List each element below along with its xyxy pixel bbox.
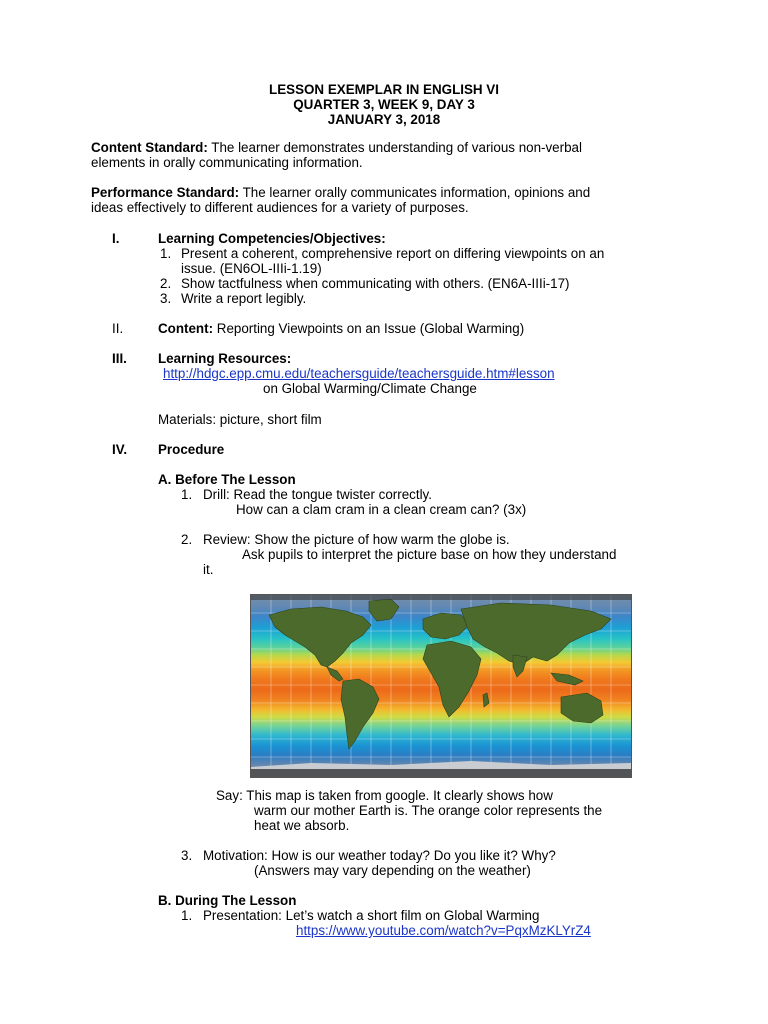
south-america-shape bbox=[341, 679, 379, 749]
section-1-title: Learning Competencies/Objectives: bbox=[158, 231, 386, 246]
lesson-title: LESSON EXEMPLAR IN ENGLISH VI bbox=[269, 82, 499, 97]
section-1-numeral: I. bbox=[112, 231, 120, 246]
greenland-shape bbox=[369, 599, 399, 621]
lesson-date: JANUARY 3, 2018 bbox=[327, 112, 441, 127]
global-temperature-map bbox=[250, 594, 632, 778]
review-line2: Ask pupils to interpret the picture base on how they understand bbox=[242, 547, 617, 562]
section-4-numeral: IV. bbox=[112, 442, 128, 457]
performance-standard-line2: ideas effectively to different audiences for a variety of purposes. bbox=[91, 200, 469, 215]
section-3-numeral: III. bbox=[112, 351, 127, 366]
youtube-link[interactable] bbox=[296, 923, 591, 939]
objective-1-num: 1. bbox=[160, 246, 172, 261]
drill-tongue-twister: How can a clam cram in a clean cream can? (3x) bbox=[236, 502, 527, 517]
objective-2-text: Show tactfulness when communicating with others. (EN6A-IIIi-17) bbox=[181, 276, 570, 291]
southeast-asia-islands-shape bbox=[551, 673, 583, 685]
map-top-bar bbox=[251, 595, 631, 600]
presentation-num: 1. bbox=[181, 908, 193, 923]
section-2-numeral: II. bbox=[112, 321, 124, 336]
presentation-line bbox=[203, 908, 539, 924]
content-standard-line2: elements in orally communicating information. bbox=[91, 155, 363, 170]
motivation-line1: Motivation: How is our weather today? Do you like it? Why? bbox=[203, 848, 556, 863]
objective-1-line2: issue. (EN6OL-IIIi-1.19) bbox=[181, 261, 322, 276]
resource-link-anchor[interactable]: http://hdgc.epp.cmu.edu/teachersguide/teachersguide.htm#lesson bbox=[163, 366, 555, 381]
section-3-title: Learning Resources: bbox=[158, 351, 292, 366]
resource-link-suffix: on Global Warming/Climate Change bbox=[263, 381, 477, 396]
content-standard-line1 bbox=[91, 140, 582, 156]
review-num: 2. bbox=[181, 532, 193, 547]
part-a-title: A. Before The Lesson bbox=[158, 472, 296, 487]
performance-standard-label: Performance Standard: bbox=[91, 185, 240, 200]
section-2-label: Content: bbox=[158, 321, 214, 336]
objective-3-text: Write a report legibly. bbox=[181, 291, 307, 306]
review-line1: Review: Show the picture of how warm the globe is. bbox=[203, 532, 510, 547]
say-line2: warm our mother Earth is. The orange color represents the bbox=[254, 803, 603, 818]
motivation-num: 3. bbox=[181, 848, 193, 863]
europe-shape bbox=[423, 613, 469, 639]
map-bottom-bar bbox=[251, 769, 631, 777]
resource-link[interactable] bbox=[163, 366, 555, 382]
central-america-shape bbox=[327, 667, 343, 681]
say-line1: Say: This map is taken from google. It clearly shows how bbox=[216, 788, 553, 803]
australia-shape bbox=[561, 693, 603, 723]
madagascar-shape bbox=[483, 693, 489, 707]
continents bbox=[251, 599, 631, 777]
youtube-link-anchor[interactable]: https://www.youtube.com/watch?v=PqxMzKLYrZ4 bbox=[296, 923, 591, 938]
presentation-text: Let’s watch a short film on Global Warming bbox=[285, 908, 540, 923]
africa-shape bbox=[423, 641, 481, 717]
section-2-content bbox=[158, 321, 524, 337]
content-standard-label: Content Standard: bbox=[91, 140, 208, 155]
materials-text: Materials: picture, short film bbox=[158, 412, 322, 427]
india-shape bbox=[513, 655, 527, 677]
north-america-shape bbox=[269, 607, 371, 667]
part-b-title: B. During The Lesson bbox=[158, 893, 297, 908]
motivation-line2: (Answers may vary depending on the weather) bbox=[254, 863, 531, 878]
section-4-title: Procedure bbox=[158, 442, 225, 457]
drill-line1: Drill: Read the tongue twister correctly. bbox=[203, 487, 432, 502]
lesson-quarter-week-day: QUARTER 3, WEEK 9, DAY 3 bbox=[293, 97, 475, 112]
section-2-text: Reporting Viewpoints on an Issue (Global Warming) bbox=[213, 321, 525, 336]
drill-num: 1. bbox=[181, 487, 193, 502]
say-line3: heat we absorb. bbox=[254, 818, 350, 833]
asia-shape bbox=[461, 603, 611, 665]
world-map-image bbox=[251, 595, 631, 777]
performance-standard-text: The learner orally communicates information, opinions and bbox=[239, 185, 591, 200]
objective-1-line1: Present a coherent, comprehensive report on differing viewpoints on an bbox=[181, 246, 605, 261]
review-line3: it. bbox=[203, 562, 214, 577]
content-standard-text: The learner demonstrates understanding of various non-verbal bbox=[207, 140, 582, 155]
presentation-label: Presentation: bbox=[203, 908, 286, 923]
performance-standard-line1 bbox=[91, 185, 590, 201]
objective-2-num: 2. bbox=[160, 276, 172, 291]
objective-3-num: 3. bbox=[160, 291, 172, 306]
